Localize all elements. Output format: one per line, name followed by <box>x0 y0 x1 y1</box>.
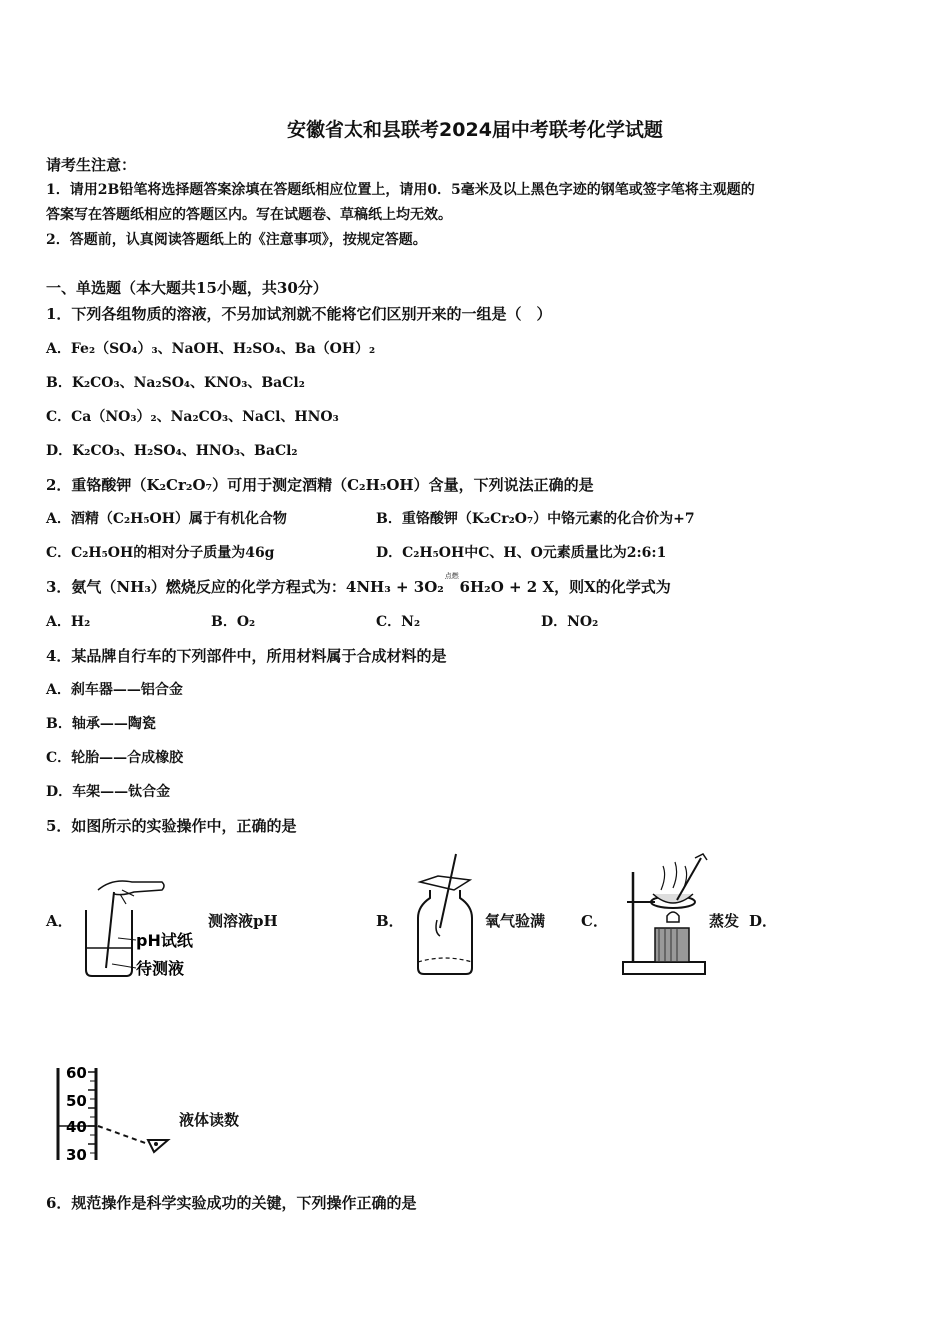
q5-option-c-label: 蒸发 <box>709 912 740 930</box>
q3-stem <box>46 572 671 597</box>
q3-option-d: D．NO₂ <box>541 614 599 630</box>
q6-stem: 6．规范操作是科学实验成功的关键，下列操作正确的是 <box>46 1194 417 1212</box>
q2-stem: 2．重铬酸钾（K₂Cr₂O₇）可用于测定酒精（C₂H₅OH）含量，下列说法正确的是 <box>46 476 594 494</box>
q3-option-a: A．H₂ <box>46 614 91 630</box>
q5-option-c-letter: C． <box>581 912 608 930</box>
ph-test-figure <box>78 870 208 985</box>
q4-option-d: D．车架——钛合金 <box>46 784 171 800</box>
q2-option-b: B．重铬酸钾（K₂Cr₂O₇）中铬元素的化合价为+7 <box>376 511 695 527</box>
q3-stem-post: 6H₂O + 2 X，则X的化学式为 <box>459 578 671 596</box>
eye-icon <box>148 1140 168 1152</box>
q3-stem-pre: 3．氨气（NH₃）燃烧反应的化学方程式为：4NH₃ + 3O₂ <box>46 578 444 596</box>
notice-heading: 请考生注意： <box>46 156 137 174</box>
tick-label-50: 50 <box>66 1092 87 1110</box>
notice-line-1a: 1．请用2B铅笔将选择题答案涂填在答题纸相应位置上，请用0．5毫米及以上黑色字迹的钢笔或签字笔将主观题的 <box>46 182 755 198</box>
q4-option-b: B．轴承——陶瓷 <box>46 716 156 732</box>
q4-option-c: C．轮胎——合成橡胶 <box>46 750 184 766</box>
q1-option-c: C．Ca（NO₃）₂、Na₂CO₃、NaCl、HNO₃ <box>46 409 339 425</box>
q2-option-d: D．C₂H₅OH中C、H、O元素质量比为2:6:1 <box>376 545 667 561</box>
q5-option-d-letter: D． <box>749 912 778 930</box>
oxygen-test-figure <box>410 850 480 980</box>
q4-option-a: A．刹车器——铝合金 <box>46 682 183 698</box>
q2-option-c: C．C₂H₅OH的相对分子质量为46g <box>46 545 275 561</box>
q3-option-b: B．O₂ <box>211 614 256 630</box>
section-heading: 一、单选题（本大题共15小题，共30分） <box>46 279 328 297</box>
evaporation-figure <box>615 850 710 980</box>
q5-option-b-letter: B． <box>376 912 404 930</box>
q4-stem: 4．某品牌自行车的下列部件中，所用材料属于合成材料的是 <box>46 647 447 665</box>
q3-condition: 点燃 <box>444 572 459 580</box>
notice-line-1b: 答案写在答题纸相应的答题区内。写在试题卷、草稿纸上均无效。 <box>46 207 452 223</box>
tick-label-30: 30 <box>66 1146 87 1164</box>
q5-stem: 5．如图所示的实验操作中，正确的是 <box>46 817 297 835</box>
test-liquid-label: 待测液 <box>136 959 185 978</box>
q3-option-c: C．N₂ <box>376 614 421 630</box>
reaction-arrow <box>444 572 460 596</box>
tick-label-40: 40 <box>66 1118 87 1136</box>
notice-line-2: 2．答题前，认真阅读答题纸上的《注意事项》，按规定答题。 <box>46 232 427 248</box>
q2-option-a: A．酒精（C₂H₅OH）属于有机化合物 <box>46 511 287 527</box>
q5-option-b-label: 氧气验满 <box>485 912 546 930</box>
q5-option-a-letter: A． <box>46 912 73 930</box>
tick-label-60: 60 <box>66 1064 87 1082</box>
page-title: 安徽省太和县联考2024届中考联考化学试题 <box>287 119 663 141</box>
q5-option-a-label: 测溶液pH <box>208 912 278 930</box>
q1-stem: 1．下列各组物质的溶液，不另加试剂就不能将它们区别开来的一组是（ ） <box>46 305 552 323</box>
q5-option-d-label: 液体读数 <box>179 1111 240 1129</box>
q1-option-b: B．K₂CO₃、Na₂SO₄、KNO₃、BaCl₂ <box>46 375 305 391</box>
q1-option-a: A．Fe₂（SO₄）₃、NaOH、H₂SO₄、Ba（OH）₂ <box>46 341 376 357</box>
liquid-reading-figure <box>50 1060 180 1170</box>
ph-paper-label: pH试纸 <box>136 931 193 950</box>
q1-option-d: D．K₂CO₃、H₂SO₄、HNO₃、BaCl₂ <box>46 443 298 459</box>
